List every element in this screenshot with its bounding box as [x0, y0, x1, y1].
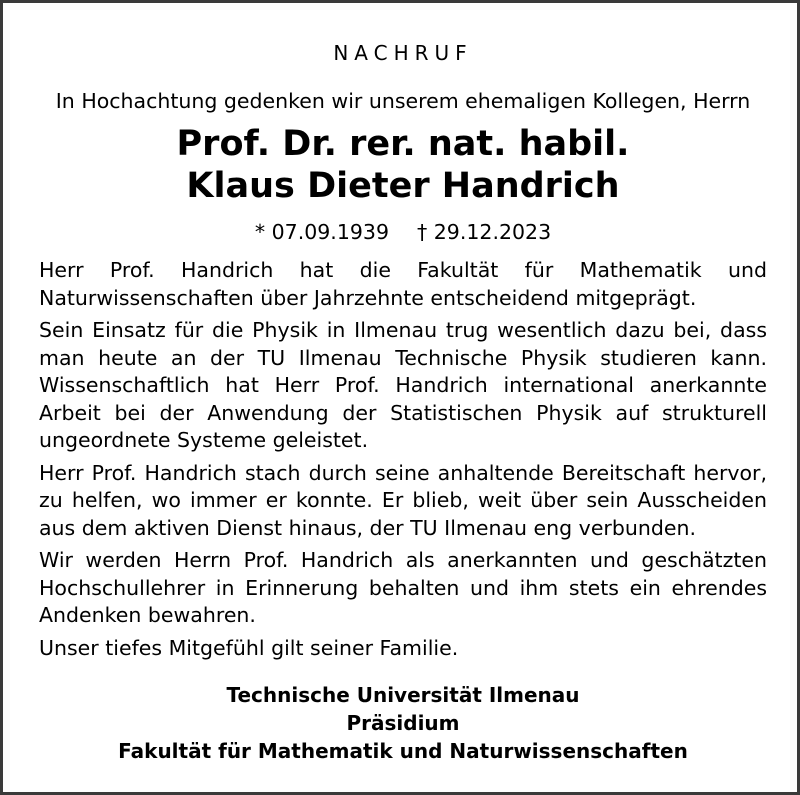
- birth-date: * 07.09.1939: [254, 220, 389, 244]
- paragraph-condolence: Unser tiefes Mitgefühl gilt seiner Familie.: [39, 635, 459, 660]
- obituary-body: [39, 257, 767, 667]
- paragraph-physics: Sein Einsatz für die Physik in Ilmenau trug wesentlich dazu bei, dass man heute an der TU Ilmenau Technische Physik studieren kann. Wissenschaftlich hat Herr Prof. Handrich international anerkannte Arbeit bei der Anwendung der Statistischen Physik auf strukturell ungeordnete Systeme geleistet.: [39, 318, 767, 452]
- signature-presidium: Präsidium: [346, 711, 460, 735]
- paragraph-helpfulness: Herr Prof. Handrich stach durch seine anhaltende Bereitschaft hervor, zu helfen, wo immer er konnte. Er blieb, weit über sein Ausscheiden aus dem aktiven Dienst hinaus, der TU Ilmenau eng verbunden.: [39, 460, 767, 540]
- obituary-heading: NACHRUF: [333, 41, 473, 65]
- life-dates: [39, 219, 767, 245]
- signature-block: [39, 681, 767, 765]
- death-date: † 29.12.2023: [417, 220, 552, 244]
- signature-faculty: Fakultät für Mathematik und Naturwissenschaften: [118, 739, 688, 763]
- name-title-line: Prof. Dr. rer. nat. habil.: [176, 124, 630, 164]
- intro-text: In Hochachtung gedenken wir unserem ehemaligen Kollegen, Herrn: [55, 89, 751, 113]
- name-full-line: Klaus Dieter Handrich: [186, 166, 620, 206]
- paragraph-remembrance: Wir werden Herrn Prof. Handrich als anerkannten und geschätzten Hochschullehrer in Erinnerung behalten und ihm stets ein ehrendes Andenken bewahren.: [39, 548, 767, 627]
- signature-university: Technische Universität Ilmenau: [226, 683, 580, 707]
- deceased-name: [39, 123, 767, 207]
- paragraph-faculty: Herr Prof. Handrich hat die Fakultät für Mathematik und Naturwissenschaften über Jahrzehnte entscheidend mitgeprägt.: [39, 258, 767, 310]
